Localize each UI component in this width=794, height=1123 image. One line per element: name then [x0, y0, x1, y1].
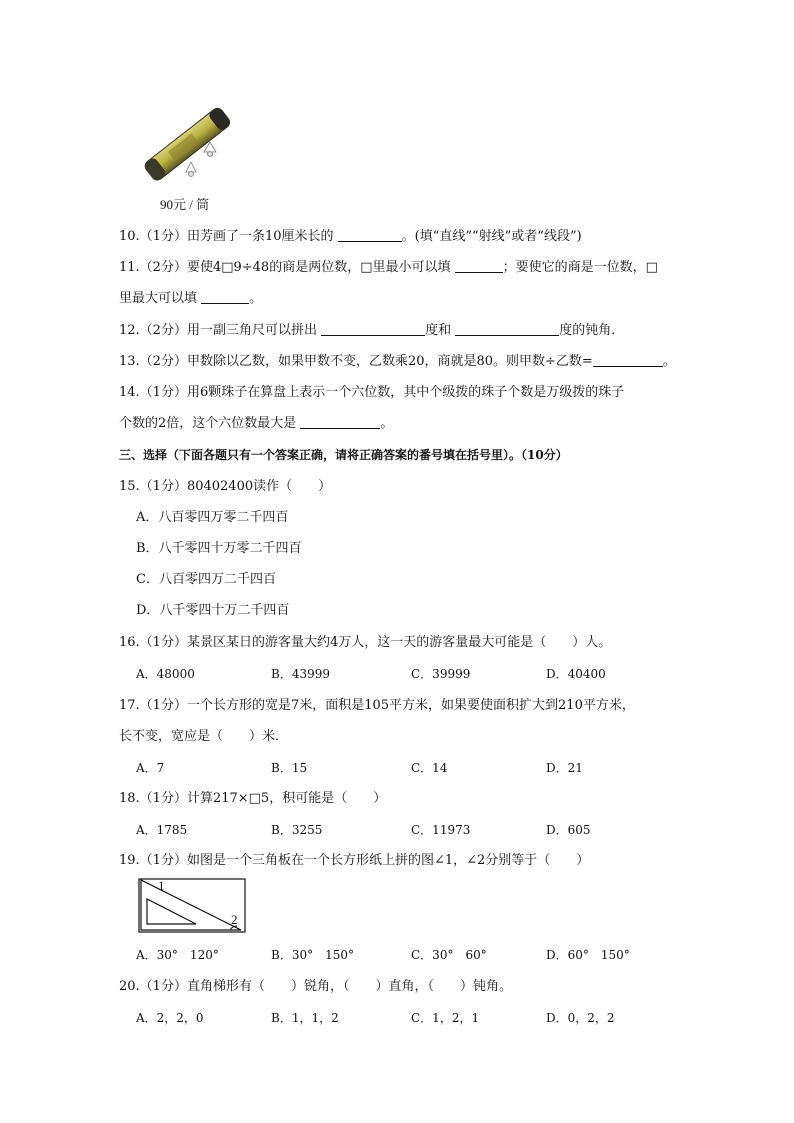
question-14-line-1: 14.（1分）用6颗珠子在算盘上表示一个六位数，其中个级拨的珠子个数是万级拨的珠子: [119, 385, 625, 400]
option-d[interactable]: D．60° 150°: [546, 948, 630, 962]
option-b[interactable]: B．1，1，2: [271, 1011, 339, 1025]
option-d[interactable]: D．21: [546, 761, 583, 775]
option-b[interactable]: B．3255: [271, 823, 323, 837]
question-10: 10.（1分）田芳画了一条10厘米长的 。(填“直线”“射线”或者“线段”): [119, 229, 582, 244]
option-d[interactable]: D．0，2，2: [546, 1011, 615, 1025]
option-a[interactable]: A．1785: [136, 823, 188, 837]
option-c[interactable]: C．30° 60°: [411, 948, 487, 962]
answer-blank[interactable]: [455, 260, 503, 273]
triangle-ruler-figure: [138, 877, 248, 939]
option-b[interactable]: B．八千零四十万零二千四百: [136, 541, 302, 556]
question-11-line-1: 11.（2分）要使4□9÷48的商是两位数，□里最小可以填 ；要使它的商是一位数，□: [119, 260, 658, 275]
price-caption: 90元 / 筒: [160, 197, 210, 212]
question-14-line-2: 个数的2倍，这个六位数最大是 。: [119, 416, 394, 431]
question-18-stem: 18.（1分）计算217×□5，积可能是（ ）: [119, 791, 387, 806]
option-c[interactable]: C．14: [411, 761, 448, 775]
option-a[interactable]: A．30° 120°: [136, 948, 219, 962]
answer-blank[interactable]: [593, 354, 663, 367]
answer-blank[interactable]: [201, 291, 249, 304]
option-b[interactable]: B．30° 150°: [271, 948, 354, 962]
option-c[interactable]: C．39999: [411, 667, 471, 681]
answer-blank[interactable]: [338, 229, 402, 242]
question-17-line-1: 17.（1分）一个长方形的宽是7米，面积是105平方米，如果要使面积扩大到210平方米，: [119, 698, 635, 713]
question-19-stem: 19.（1分）如图是一个三角板在一个长方形纸上拼的图∠1，∠2分别等于（ ）: [119, 853, 590, 868]
angle-1-label: 1: [158, 878, 165, 893]
option-d[interactable]: D．八千零四十万二千四百: [136, 603, 290, 618]
option-d[interactable]: D．605: [546, 823, 591, 837]
question-11-line-2: 里最大可以填 。: [119, 291, 263, 306]
question-17-line-2: 长不变，宽应是（ ）米．: [119, 729, 289, 744]
question-16-stem: 16.（1分）某景区某日的游客量大约4万人，这一天的游客量最大可能是（ ）人。: [119, 635, 612, 650]
option-d[interactable]: D．40400: [546, 667, 606, 681]
option-a[interactable]: A．48000: [136, 667, 195, 681]
section-3-heading: 三、选择（下面各题只有一个答案正确，请将正确答案的番号填在括号里）。（10分）: [119, 448, 568, 462]
question-12: 12.（2分）用一副三角尺可以拼出 度和 度的钝角．: [119, 323, 625, 338]
answer-blank[interactable]: [321, 323, 425, 336]
option-c[interactable]: C．1，2，1: [411, 1011, 480, 1025]
option-a[interactable]: A．2，2，0: [136, 1011, 204, 1025]
question-13: 13.（2分）甲数除以乙数，如果甲数不变，乙数乘20，商就是80。则甲数÷乙数= 。: [119, 354, 676, 369]
option-a[interactable]: A．7: [136, 761, 165, 775]
option-c[interactable]: C．八百零四万二千四百: [136, 572, 276, 587]
option-c[interactable]: C．11973: [411, 823, 471, 837]
question-20-stem: 20.（1分）直角梯形有（ ）锐角，（ ）直角，（ ）钝角。: [119, 979, 512, 994]
shuttlecock-tube-image: [138, 100, 238, 194]
option-b[interactable]: B．43999: [271, 667, 330, 681]
option-a[interactable]: A．八百零四万零二千四百: [136, 510, 289, 525]
question-15-stem: 15.（1分）80402400读作（ ）: [119, 479, 332, 494]
angle-2-label: 2: [231, 912, 238, 927]
answer-blank[interactable]: [455, 323, 559, 336]
option-b[interactable]: B．15: [271, 761, 308, 775]
answer-blank[interactable]: [300, 416, 380, 429]
